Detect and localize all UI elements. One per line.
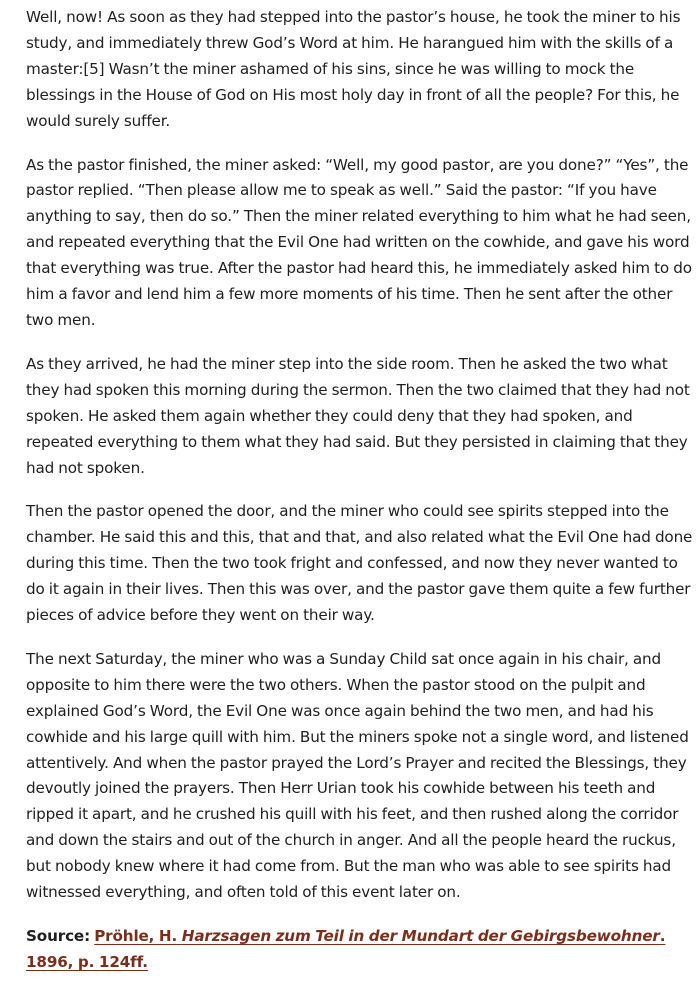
- paragraph-4: Then the pastor opened the door, and the miner who could see spirits stepped into the chamber. He said this and this, that and that, and also related what the Evil One had done during this time. Then the two took fright and confessed, and now they never wanted to do it again in their lives. Then this was over, and the pastor gave them quite a few further pieces of advice before they went on their way.: [26, 502, 693, 625]
- paragraph-5: The next Saturday, the miner who was a Sunday Child sat once again in his chair, and opposite to him there were the two others. When the pastor stood on the pulpit and explained God’s Word, the Evil One was once again behind the two men, and had his cowhide and his large quill with him. But the miners spoke not a single word, and listened attentively. And when the pastor prayed the Lord’s Prayer and recited the Blessings, they devoutly joined the prayers. Then Herr Urian took his cowhide between his teeth and ripped it apart, and he crushed his quill with his feet, and then rushed along the corridor and down the stairs and out of the church in anger. And all the people heard the ruckus, but nobody knew where it had come from. But the man who was able to see spirits had witnessed everything, and often told of this event later on.: [26, 649, 689, 902]
- source-details: . 1896, p. 124ff.: [26, 927, 666, 971]
- source-citation: [26, 924, 694, 976]
- source-link[interactable]: [26, 927, 665, 971]
- source-label: Source:: [26, 927, 91, 945]
- article-body: [26, 5, 694, 994]
- paragraph-3: As they arrived, he had the miner step into the side room. Then he asked the two what they had spoken this morning during the sermon. Then the two claimed that they had not spoken. He asked them again whether they could deny that they had spoken, and repeated everything to them what they had said. But they persisted in claiming that they had not spoken.: [26, 354, 690, 477]
- paragraph-2: As the pastor finished, the miner asked: “Well, my good pastor, are you done?” “Yes”, the pastor replied. “Then please allow me to speak as well.” Said the pastor: “If you have anything to say, then do so.” Then the miner related everything to him what he had seen, and repeated everything that the Evil One had written on the cowhide, and gave his word that everything was true. After the pastor had heard this, he immediately asked him to do him a favor and lend him a few more moments of his time. Then he sent after the other two men.: [26, 155, 692, 329]
- source-title: Harzsagen zum Teil in der Mundart der Gebirgsbewohner: [181, 927, 660, 945]
- paragraph-1: Well, now! As soon as they had stepped into the pastor’s house, he took the miner to his study, and immediately threw God’s Word at him. He harangued him with the skills of a master:[5] Wasn’t the miner ashamed of his sins, since he was willing to mock the blessings in the House of God on His most holy day in front of all the people? For this, he would surely suffer.: [26, 8, 681, 130]
- source-author: Pröhle, H.: [94, 927, 182, 945]
